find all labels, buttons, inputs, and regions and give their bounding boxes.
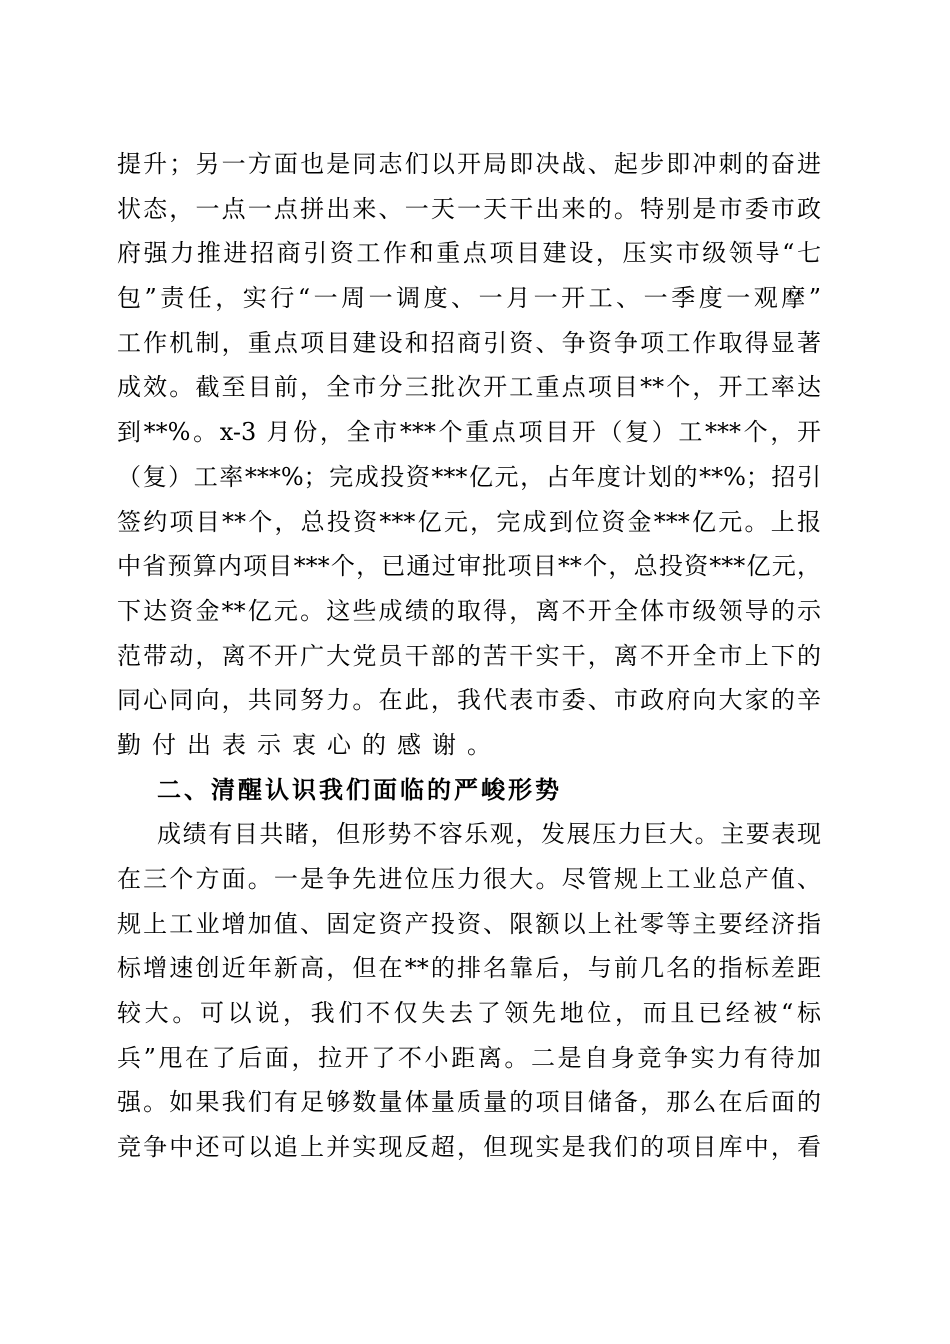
text-line-last: 勤付出表示衷心的感谢。 bbox=[117, 730, 502, 759]
section-heading: 二、清醒认识我们面临的严峻形势 bbox=[157, 775, 562, 804]
text-line: 规上工业增加值、固定资产投资、限额以上社零等主要经济指 bbox=[117, 909, 821, 938]
text-line: 范带动，离不开广大党员干部的苦干实干，离不开全市上下的 bbox=[117, 641, 821, 670]
text-line: 较大。可以说，我们不仅失去了领先地位，而且已经被“标 bbox=[117, 999, 821, 1028]
text-line: 提升；另一方面也是同志们以开局即决战、起步即冲刺的奋进 bbox=[117, 150, 821, 178]
document-page bbox=[117, 142, 837, 1170]
text-line: 在三个方面。一是争先进位压力很大。尽管规上工业总产值、 bbox=[117, 865, 821, 893]
text-line: 状态，一点一点拼出来、一天一天干出来的。特别是市委市政 bbox=[117, 194, 821, 223]
text-line: 成效。截至目前，全市分三批次开工重点项目**个，开工率达 bbox=[117, 373, 821, 402]
text-line: 下达资金**亿元。这些成绩的取得，离不开全体市级领导的示 bbox=[117, 596, 821, 625]
paragraph-situation bbox=[117, 812, 837, 1170]
paragraph-achievements bbox=[117, 142, 837, 768]
text-line: 府强力推进招商引资工作和重点项目建设，压实市级领导“七 bbox=[117, 239, 821, 268]
text-line: 中省预算内项目***个，已通过审批项目**个，总投资***亿元， bbox=[117, 552, 821, 581]
text-line: 工作机制，重点项目建设和招商引资、争资争项工作取得显著 bbox=[117, 328, 821, 357]
text-line: 包”责任，实行“一周一调度、一月一开工、一季度一观摩” bbox=[117, 284, 821, 313]
text-line: 竞争中还可以追上并实现反超，但现实是我们的项目库中，看 bbox=[117, 1133, 821, 1162]
text-line: 签约项目**个，总投资***亿元，完成到位资金***亿元。上报 bbox=[117, 507, 821, 536]
text-line-first: 成绩有目共睹，但形势不容乐观，发展压力巨大。主要表现 bbox=[157, 820, 821, 849]
text-line: （复）工率***%；完成投资***亿元，占年度计划的**%；招引 bbox=[117, 462, 821, 491]
text-line: 同心同向，共同努力。在此，我代表市委、市政府向大家的辛 bbox=[117, 686, 821, 715]
text-line: 到**%。x-3 月份，全市***个重点项目开（复）工***个，开 bbox=[117, 418, 821, 447]
text-line: 兵”甩在了后面，拉开了不小距离。二是自身竞争实力有待加 bbox=[117, 1043, 821, 1072]
text-line: 强。如果我们有足够数量体量质量的项目储备，那么在后面的 bbox=[117, 1088, 821, 1117]
text-line: 标增速创近年新高，但在**的排名靠后，与前几名的指标差距 bbox=[117, 954, 821, 983]
